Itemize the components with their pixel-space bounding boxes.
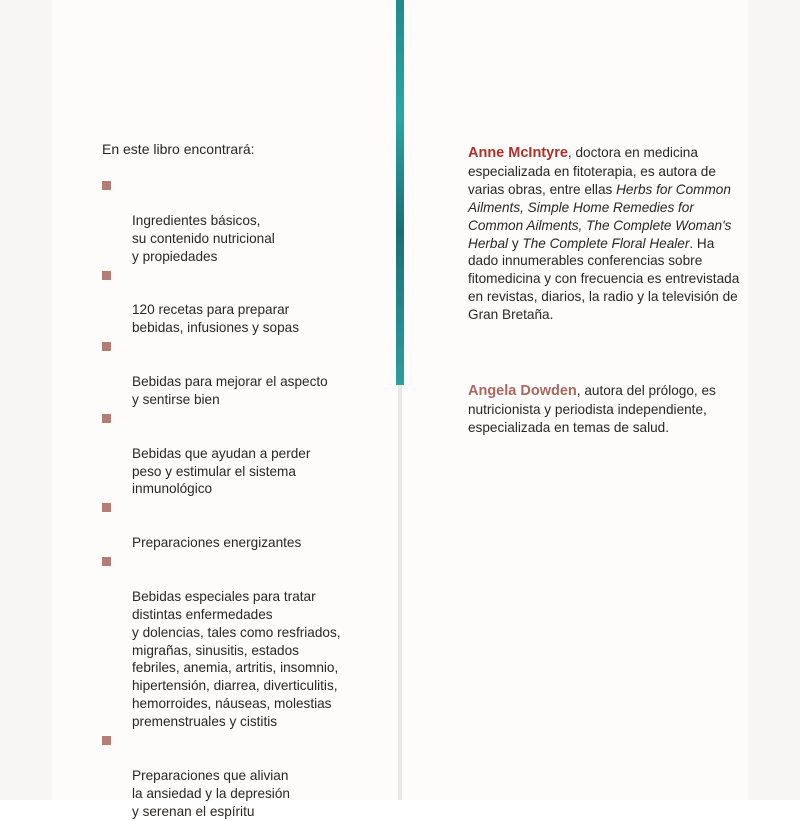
list-item: [102, 552, 372, 731]
foreword-bio: [468, 382, 743, 437]
list-item-text: Ingredientes básicos, su contenido nutricional y propiedades: [132, 212, 275, 264]
conjunction: y: [508, 235, 523, 251]
square-bullet-icon: [102, 503, 111, 512]
square-bullet-icon: [102, 181, 111, 190]
book-spine-strip: [396, 0, 404, 385]
scan-margin-right: [748, 0, 800, 800]
scan-margin-left: [0, 0, 52, 800]
page-gutter: [398, 385, 402, 800]
square-bullet-icon: [102, 557, 111, 566]
list-item: [102, 731, 372, 821]
list-item: [102, 266, 372, 338]
author-bio-text: , doctora en medicina especializada en fitoterapia, es autora de varias obras, entre ellas: [468, 145, 716, 197]
list-item: [102, 337, 372, 409]
foreword-author-name: Angela Dowden: [468, 383, 577, 399]
square-bullet-icon: [102, 342, 111, 351]
author-bio: [468, 144, 743, 324]
square-bullet-icon: [102, 271, 111, 280]
list-item-text: Preparaciones que alivian la ansiedad y la depresión y serenan el espíritu: [132, 767, 290, 819]
list-item: [102, 498, 372, 552]
author-name: Anne McIntyre: [468, 145, 568, 161]
list-item-text: Preparaciones energizantes: [132, 535, 302, 551]
book-titles: Herbs for Common Ailments, Simple Home Remedies for Common Ailments, The Complete Woman's Herbal: [468, 181, 732, 251]
author-bio-text-2: . Ha dado innumerables conferencias sobre fitomedicina y con frecuencia es entrevistada en revistas, diarios, la radio y la televisión de Gran Bretaña.: [468, 235, 740, 323]
foreword-bio-text: , autora del prólogo, es nutricionista y periodista independiente, especializada en temas de salud.: [468, 383, 716, 435]
contents-intro: En este libro encontrará:: [102, 141, 255, 157]
list-item-text: Bebidas para mejorar el aspecto y sentirse bien: [132, 373, 328, 407]
square-bullet-icon: [102, 736, 111, 745]
square-bullet-icon: [102, 414, 111, 423]
list-item-text: 120 recetas para preparar bebidas, infusiones y sopas: [132, 302, 300, 336]
feature-list: [102, 176, 372, 821]
list-item: [102, 176, 372, 266]
list-item-text: Bebidas que ayudan a perder peso y estimular el sistema inmunológico: [132, 445, 311, 497]
list-item-text: Bebidas especiales para tratar distintas enfermedades y dolencias, tales como resfriados, migrañas, sinusitis, estados febriles, anemia, artritis, insomnio, hipertensión, diarrea, diverticulitis, hemorroides, náuseas, molestias premenstruales y cistitis: [132, 588, 341, 730]
book-title: The Complete Floral Healer: [522, 235, 690, 251]
list-item: [102, 409, 372, 499]
